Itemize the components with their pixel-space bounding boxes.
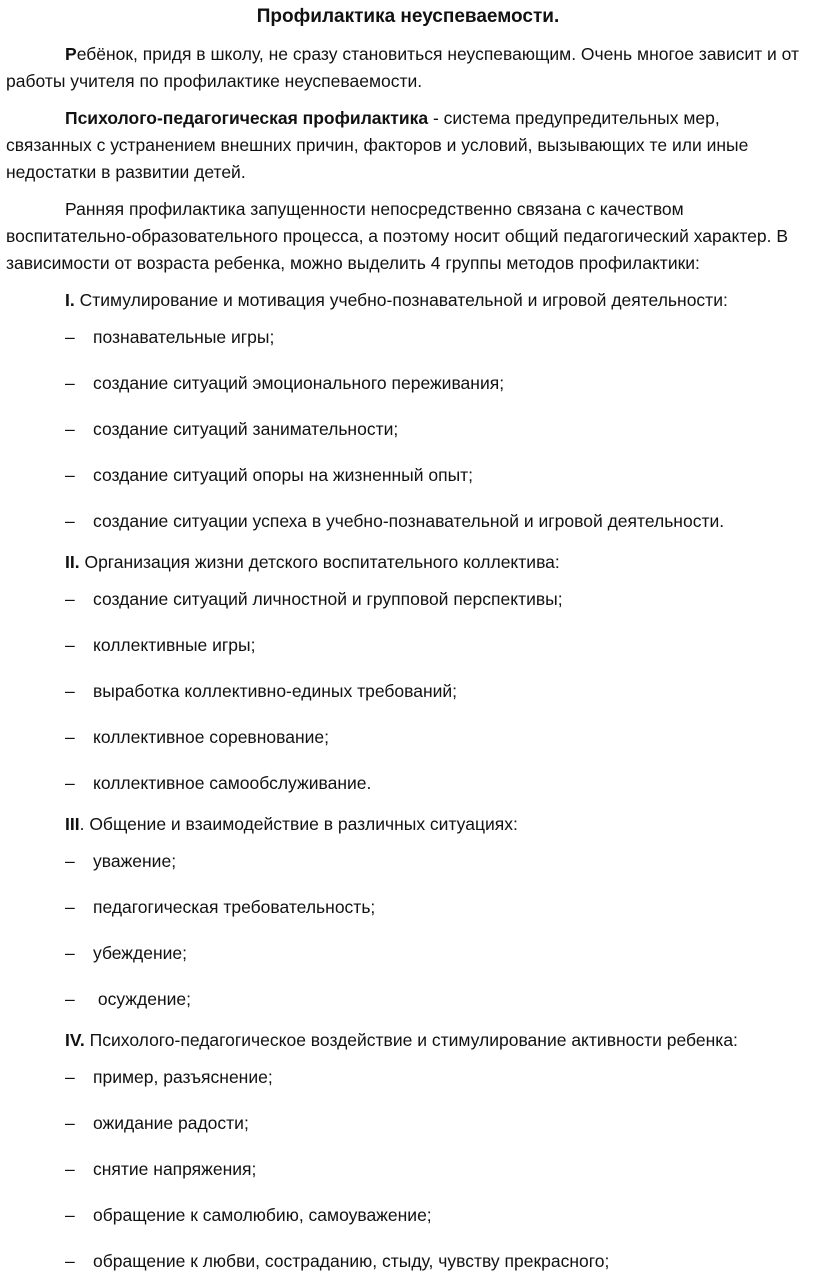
list-item <box>6 324 810 351</box>
list-item <box>6 462 810 489</box>
group-heading-4 <box>6 1027 810 1054</box>
list-item <box>6 586 810 613</box>
group-heading-1 <box>6 287 810 314</box>
dash-marker: – <box>65 943 75 963</box>
dash-marker: – <box>65 1159 75 1179</box>
dash-marker: – <box>65 681 75 701</box>
list-item <box>6 416 810 443</box>
list-item-text: познавательные игры; <box>93 327 275 347</box>
list-item <box>6 1064 810 1091</box>
list-item-text: обращение к любви, состраданию, стыду, чувству прекрасного; <box>93 1251 610 1271</box>
group-title: . Общение и взаимодействие в различных ситуациях: <box>79 814 518 834</box>
dash-marker: – <box>65 897 75 917</box>
group-numeral: IV. <box>65 1030 85 1050</box>
list-item <box>6 986 810 1013</box>
dash-marker: – <box>65 851 75 871</box>
definition-text: - система предупредительных мер, связанных с устранением внешних причин, факторов и условий, вызывающих те или иные недостатки в развитии детей. <box>6 108 749 182</box>
list-item-text: осуждение; <box>93 989 191 1009</box>
list-item <box>6 1248 810 1275</box>
list-item <box>6 1202 810 1229</box>
intro-paragraph <box>6 41 810 95</box>
list-item <box>6 508 810 535</box>
dash-marker: – <box>65 419 75 439</box>
list-item-text: выработка коллективно-единых требований; <box>93 681 458 701</box>
dash-marker: – <box>65 373 75 393</box>
dash-marker: – <box>65 589 75 609</box>
dash-marker: – <box>65 1205 75 1225</box>
list-item-text: обращение к самолюбию, самоуважение; <box>93 1205 432 1225</box>
list-item <box>6 894 810 921</box>
intro-first-letter: Р <box>65 44 77 64</box>
dash-marker: – <box>65 773 75 793</box>
list-item-text: создание ситуаций эмоционального переживания; <box>93 373 505 393</box>
dash-marker: – <box>65 1251 75 1271</box>
early-prevention-paragraph: Ранняя профилактика запущенности непосредственно связана с качеством воспитательно-образовательного процесса, а поэтому носит общий педагогический характер. В зависимости от возраста ребенка, можно выделить 4 группы методов профилактики: <box>6 199 789 273</box>
list-item-text: создание ситуаций опоры на жизненный опыт; <box>93 465 474 485</box>
list-item <box>6 678 810 705</box>
list-item-text: убеждение; <box>93 943 187 963</box>
definition-term: Психолого-педагогическая профилактика <box>65 108 429 128</box>
list-item-text: коллективное соревнование; <box>93 727 329 747</box>
list-item <box>6 848 810 875</box>
list-item <box>6 940 810 967</box>
group-numeral: II. <box>65 552 80 572</box>
dash-marker: – <box>65 1113 75 1133</box>
list-item <box>6 770 810 797</box>
group-heading-2 <box>6 549 810 576</box>
definition-paragraph <box>6 105 810 186</box>
group-title: Стимулирование и мотивация учебно-познавательной и игровой деятельности: <box>74 290 728 310</box>
list-item-text: создание ситуаций занимательности; <box>93 419 399 439</box>
dash-marker: – <box>65 635 75 655</box>
dash-marker: – <box>65 989 75 1009</box>
list-item-text: снятие напряжения; <box>93 1159 257 1179</box>
group-numeral: III <box>65 814 80 834</box>
list-item <box>6 724 810 751</box>
list-item <box>6 370 810 397</box>
list-item-text: педагогическая требовательность; <box>93 897 376 917</box>
group-heading-3 <box>6 811 810 838</box>
list-item <box>6 632 810 659</box>
list-item <box>6 1156 810 1183</box>
dash-marker: – <box>65 465 75 485</box>
group-numeral: I. <box>65 290 75 310</box>
group-title: Психолого-педагогическое воздействие и стимулирование активности ребенка: <box>84 1030 738 1050</box>
list-item-text: пример, разъяснение; <box>93 1067 273 1087</box>
dash-marker: – <box>65 1067 75 1087</box>
dash-marker: – <box>65 327 75 347</box>
list-item-text: уважение; <box>93 851 177 871</box>
list-item-text: ожидание радости; <box>93 1113 249 1133</box>
list-item <box>6 1110 810 1137</box>
dash-marker: – <box>65 727 75 747</box>
list-item-text: коллективные игры; <box>93 635 256 655</box>
page-title: Профилактика неуспеваемости. <box>256 6 560 27</box>
list-item-text: коллективное самообслуживание. <box>93 773 372 793</box>
intro-text: ебёнок, придя в школу, не сразу становиться неуспевающим. Очень многое зависит и от работы учителя по профилактике неуспеваемости. <box>6 44 800 91</box>
dash-marker: – <box>65 511 75 531</box>
list-item-text: создание ситуаций личностной и групповой перспективы; <box>93 589 563 609</box>
group-title: Организация жизни детского воспитательного коллектива: <box>79 552 560 572</box>
list-item-text: создание ситуации успеха в учебно-познавательной и игровой деятельности. <box>93 511 725 531</box>
